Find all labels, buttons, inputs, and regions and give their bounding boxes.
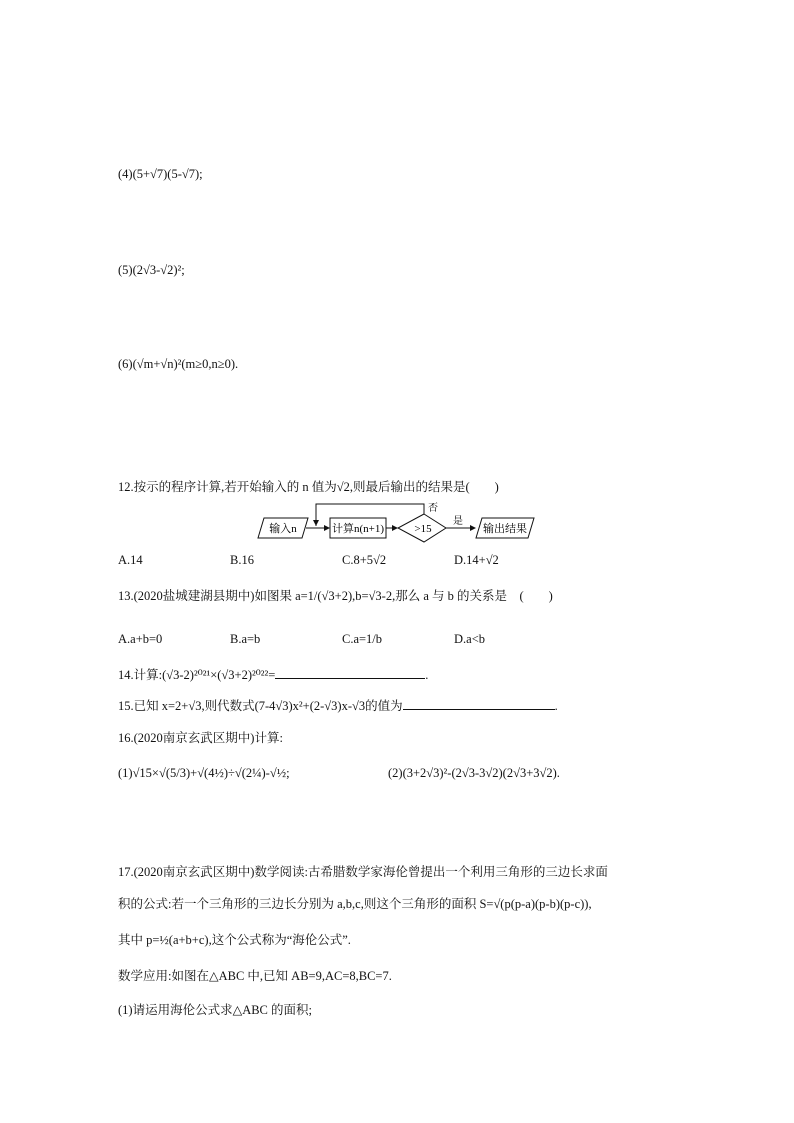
q15-answer-blank[interactable] (403, 709, 555, 710)
q15-line: 15.已知 x=2+√3,则代数式(7-4√3)x²+(2-√3)x-√3的值为 . (118, 699, 558, 713)
q13-option-b[interactable]: B.a=b (230, 632, 261, 646)
q11-part4: (4)(5+√7)(5-√7); (118, 167, 203, 181)
q16-part2: (2)(3+2√3)²-(2√3-3√2)(2√3+3√2). (388, 766, 560, 780)
q14-answer-blank[interactable] (275, 678, 425, 679)
q17-line5: (1)请运用海伦公式求△ABC 的面积; (118, 1003, 312, 1017)
q12-option-c[interactable]: C.8+5√2 (342, 553, 387, 567)
q11-part5: (5)(2√3-√2)²; (118, 263, 185, 277)
q12-option-d[interactable]: D.14+√2 (454, 553, 499, 567)
q13-option-c[interactable]: C.a=1/b (342, 632, 383, 646)
flow-output-label: 输出结果 (483, 523, 527, 535)
q17-line1: 17.(2020南京玄武区期中)数学阅读:古希腊数学家海伦曾提出一个利用三角形的三边长求面 (118, 865, 608, 879)
q12-option-b[interactable]: B.16 (230, 553, 254, 567)
q17-line2: 积的公式:若一个三角形的三边长分别为 a,b,c,则这个三角形的面积 S=√(p(p-a)(p-b)(p-c)), (118, 897, 592, 911)
q14-text: 14.计算:(√3-2)²⁰²¹×(√3+2)²⁰²²= (118, 668, 276, 682)
q14-line: 14.计算:(√3-2)²⁰²¹×(√3+2)²⁰²²= . (118, 668, 429, 682)
flowchart (256, 498, 546, 544)
q16-part1: (1)√15×√(5/3)+√(4½)÷√(2¼)-√½; (118, 766, 290, 780)
flow-yes-label: 是 (453, 516, 463, 527)
q13-options (118, 631, 638, 647)
flow-calc-label: 计算n(n+1) (331, 523, 385, 535)
q13-stem: 13.(2020盐城建湖县期中)如图果 a=1/(√3+2),b=√3-2,那么 a 与 b 的关系是 ( ) (118, 589, 553, 603)
q15-text: 15.已知 x=2+√3,则代数式(7-4√3)x²+(2-√3)x-√3的值为 (118, 699, 403, 713)
flow-input-label: 输入n (269, 523, 297, 535)
q11-part6: (6)(√m+√n)²(m≥0,n≥0). (118, 357, 239, 371)
q12-option-a[interactable]: A.14 (118, 553, 143, 567)
q12-options (118, 552, 638, 568)
flow-cond-label: >15 (414, 523, 432, 535)
q16-stem: 16.(2020南京玄武区期中)计算: (118, 731, 283, 745)
flow-no-label: 否 (428, 503, 438, 514)
q17-line3: 其中 p=½(a+b+c),这个公式称为“海伦公式”. (118, 933, 351, 947)
q12-stem: 12.按示的程序计算,若开始输入的 n 值为√2,则最后输出的结果是( ) (118, 480, 499, 494)
q13-option-d[interactable]: D.a<b (454, 632, 485, 646)
q13-option-a[interactable]: A.a+b=0 (118, 632, 163, 646)
flowchart-diagram (256, 498, 546, 544)
q17-line4: 数学应用:如图在△ABC 中,已知 AB=9,AC=8,BC=7. (118, 969, 392, 983)
